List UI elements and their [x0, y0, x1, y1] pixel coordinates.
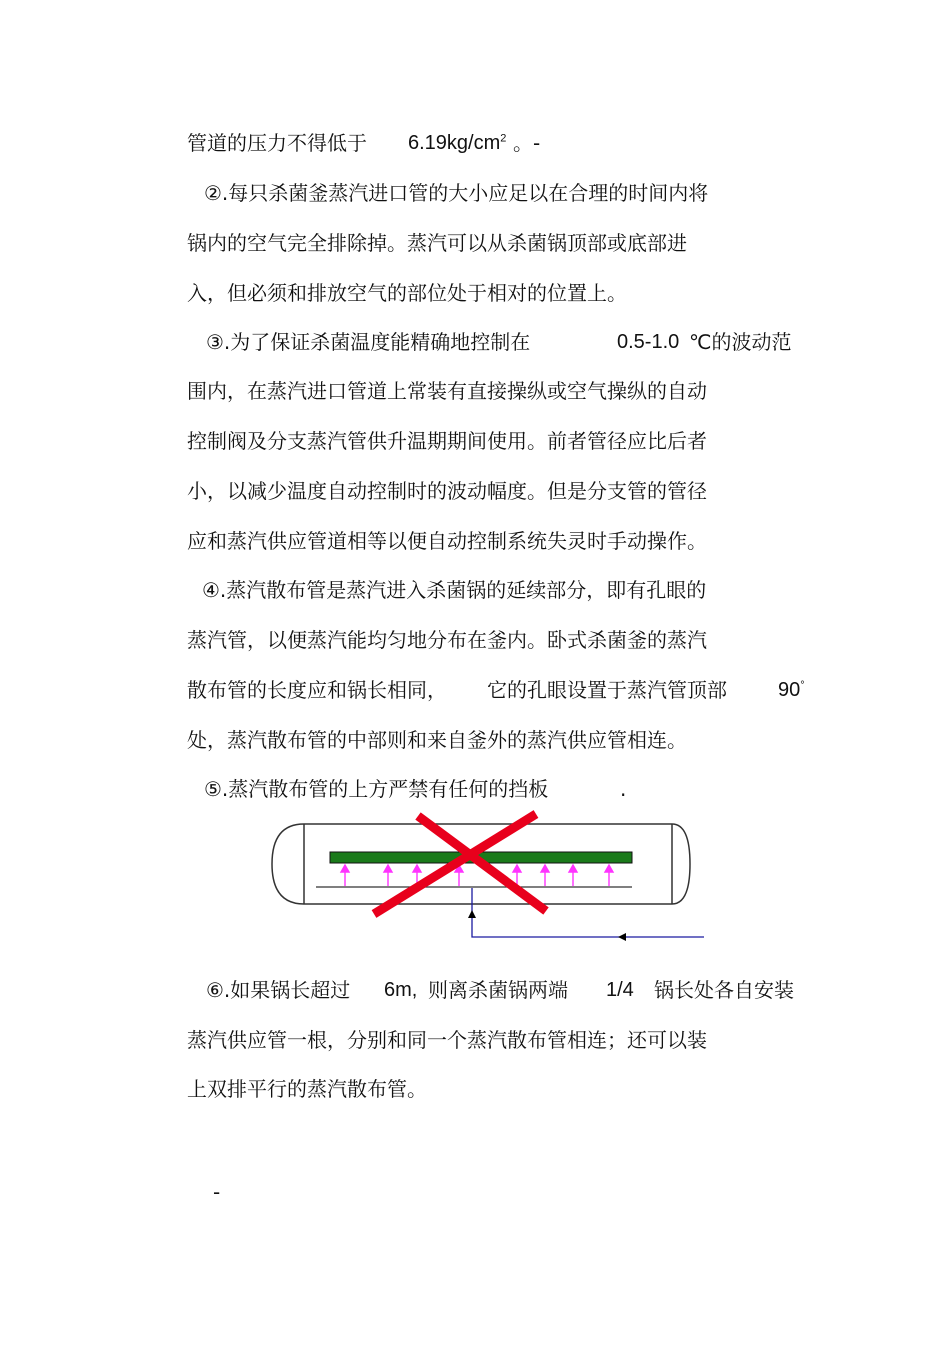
text-line-15 — [206, 977, 846, 1133]
steam-arrow — [541, 865, 549, 886]
text-segment: ⑤.蒸汽散布管的上方严禁有任何的挡板 — [204, 777, 549, 801]
steam-arrow — [341, 865, 349, 886]
temperature-range: 0.5-1.0 — [617, 331, 680, 353]
inlet-arrow-left — [618, 933, 626, 941]
length-value: 6m, — [384, 979, 418, 1001]
inlet-arrow-up — [468, 910, 476, 918]
text-line-10: ④.蒸汽散布管是蒸汽进入杀菌锅的延续部分，即有孔眼的 — [202, 578, 707, 602]
text-line-4: 入，但必须和排放空气的部位处于相对的位置上。 — [187, 281, 627, 305]
steam-arrow — [605, 865, 613, 886]
steam-inlet-pipe — [472, 888, 704, 937]
text-segment: 。- — [513, 131, 541, 155]
text-line-2: ②.每只杀菌釜蒸汽进口管的大小应足以在合理的时间内将 — [204, 181, 709, 205]
prohibited-cross — [374, 814, 546, 914]
text-segment: ⑥.如果锅长超过 — [206, 978, 351, 1002]
text-segment: 它的孔眼设置于蒸汽管顶部 — [487, 678, 727, 702]
text-line-8: 小，以减少温度自动控制时的波动幅度。但是分支管的管径 — [187, 479, 707, 503]
text-segment: 管道的压力不得低于 — [187, 131, 367, 155]
text-segment: ③.为了保证杀菌温度能精确地控制在 — [206, 330, 531, 354]
text-line-6: 围内，在蒸汽进口管道上常装有直接操纵或空气操纵的自动 — [187, 379, 707, 403]
page-footer-mark: - — [213, 1180, 221, 1204]
steam-spreader-diagram — [268, 810, 708, 945]
text-line-13: 处，蒸汽散布管的中部则和来自釜外的蒸汽供应管相连。 — [187, 728, 687, 752]
text-segment: 散布管的长度应和锅长相同， — [187, 678, 447, 702]
text-line-17: 上双排平行的蒸汽散布管。 — [187, 1077, 427, 1101]
text-line-11: 蒸汽管，以便蒸汽能均匀地分布在釜内。卧式杀菌釜的蒸汽 — [187, 628, 707, 652]
steam-arrow — [384, 865, 392, 886]
superscript: 2 — [500, 132, 507, 145]
pressure-value — [408, 130, 506, 156]
text-line-7: 控制阀及分支蒸汽管供升温期期间使用。前者管径应比后者 — [187, 429, 707, 453]
pressure-number: 6.19kg/cm — [408, 132, 501, 154]
angle-value — [778, 677, 805, 703]
fraction-value: 1/4 — [606, 979, 634, 1001]
degree-mark: ° — [800, 679, 805, 692]
angle-number: 90 — [778, 679, 801, 701]
text-segment: ℃的波动范 — [689, 330, 792, 354]
text-segment: 锅长处各自安装 — [654, 978, 794, 1002]
text-segment: 则离杀菌锅两端 — [428, 978, 568, 1002]
text-segment: . — [620, 777, 627, 801]
steam-arrows — [341, 865, 613, 886]
steam-arrow — [569, 865, 577, 886]
text-line-9: 应和蒸汽供应管道相等以便自动控制系统失灵时手动操作。 — [187, 529, 707, 553]
text-line-3: 锅内的空气完全排除掉。蒸汽可以从杀菌锅顶部或底部进 — [187, 231, 687, 255]
text-line-16: 蒸汽供应管一根，分别和同一个蒸汽散布管相连；还可以装 — [187, 1028, 707, 1052]
